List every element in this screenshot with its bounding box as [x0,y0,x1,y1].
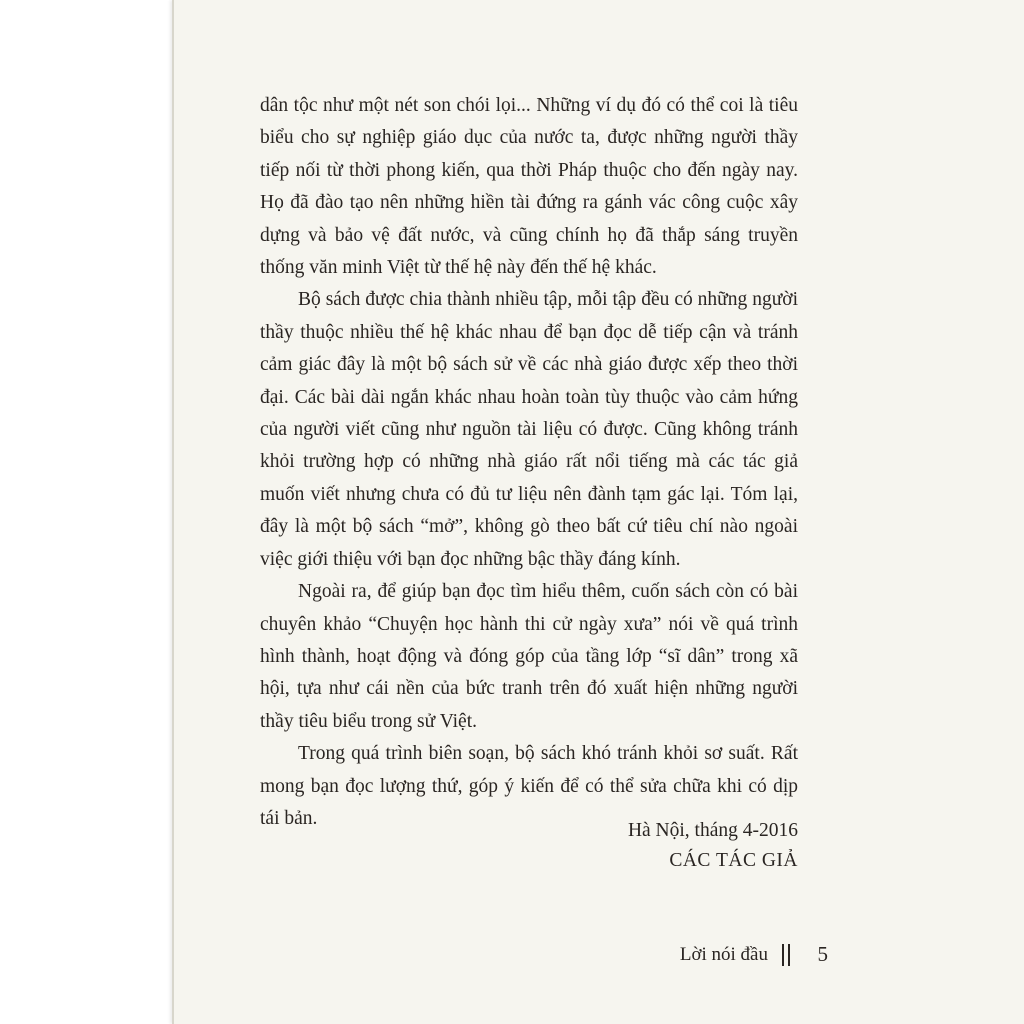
footer-separator-bar [788,944,790,966]
signoff [260,816,798,876]
author-credit: CÁC TÁC GIẢ [669,850,798,871]
page-edge [172,0,174,1024]
page-footer [600,938,830,972]
page-number: 5 [817,942,828,966]
footer-separator-bar [782,944,784,966]
paragraph-2: Bộ sách được chia thành nhiều tập, mỗi tập đều có những người thầy thuộc nhiều thế hệ khác nhau để bạn đọc dễ tiếp cận và tránh cảm giác đây là một bộ sách sử về các nhà giáo được xếp theo thời đại. Các bài dài ngắn khác nhau hoàn toàn tùy thuộc vào cảm hứng của người viết cũng như nguồn tài liệu có được. Cũng không tránh khỏi trường hợp có những nhà giáo rất nổi tiếng mà các tác giả muốn viết nhưng chưa có đủ tư liệu nên đành tạm gác lại. Tóm lại, đây là một bộ sách “mở”, không gò theo bất cứ tiêu chí nào ngoài việc giới thiệu với bạn đọc những bậc thầy đáng kính. [260,289,798,570]
paragraph-4: Trong quá trình biên soạn, bộ sách khó tránh khỏi sơ suất. Rất mong bạn đọc lượng thứ, góp ý kiến để có thể sửa chữa khi có dịp tái bản. [260,743,798,829]
paragraph-1: dân tộc như một nét son chói lọi... Những ví dụ đó có thể coi là tiêu biểu cho sự nghiệp giáo dục của nước ta, được những người thầy tiếp nối từ thời phong kiến, qua thời Pháp thuộc cho đến ngày nay. Họ đã đào tạo nên những hiền tài đứng ra gánh vác công cuộc xây dựng và bảo vệ đất nước, và cũng chính họ đã thắp sáng truyền thống văn minh Việt từ thế hệ này đến thế hệ khác. [260,95,798,279]
paragraph-3: Ngoài ra, để giúp bạn đọc tìm hiểu thêm, cuốn sách còn có bài chuyên khảo “Chuyện học hành thi cử ngày xưa” nói về quá trình hình thành, hoạt động và đóng góp của tầng lớp “sĩ dân” trong xã hội, tựa như cái nền của bức tranh trên đó xuất hiện những người thầy tiêu biểu trong sử Việt. [260,581,798,732]
place-date: Hà Nội, tháng 4-2016 [627,820,798,841]
body-text [260,90,798,835]
running-footer-title: Lời nói đầu [679,944,768,965]
